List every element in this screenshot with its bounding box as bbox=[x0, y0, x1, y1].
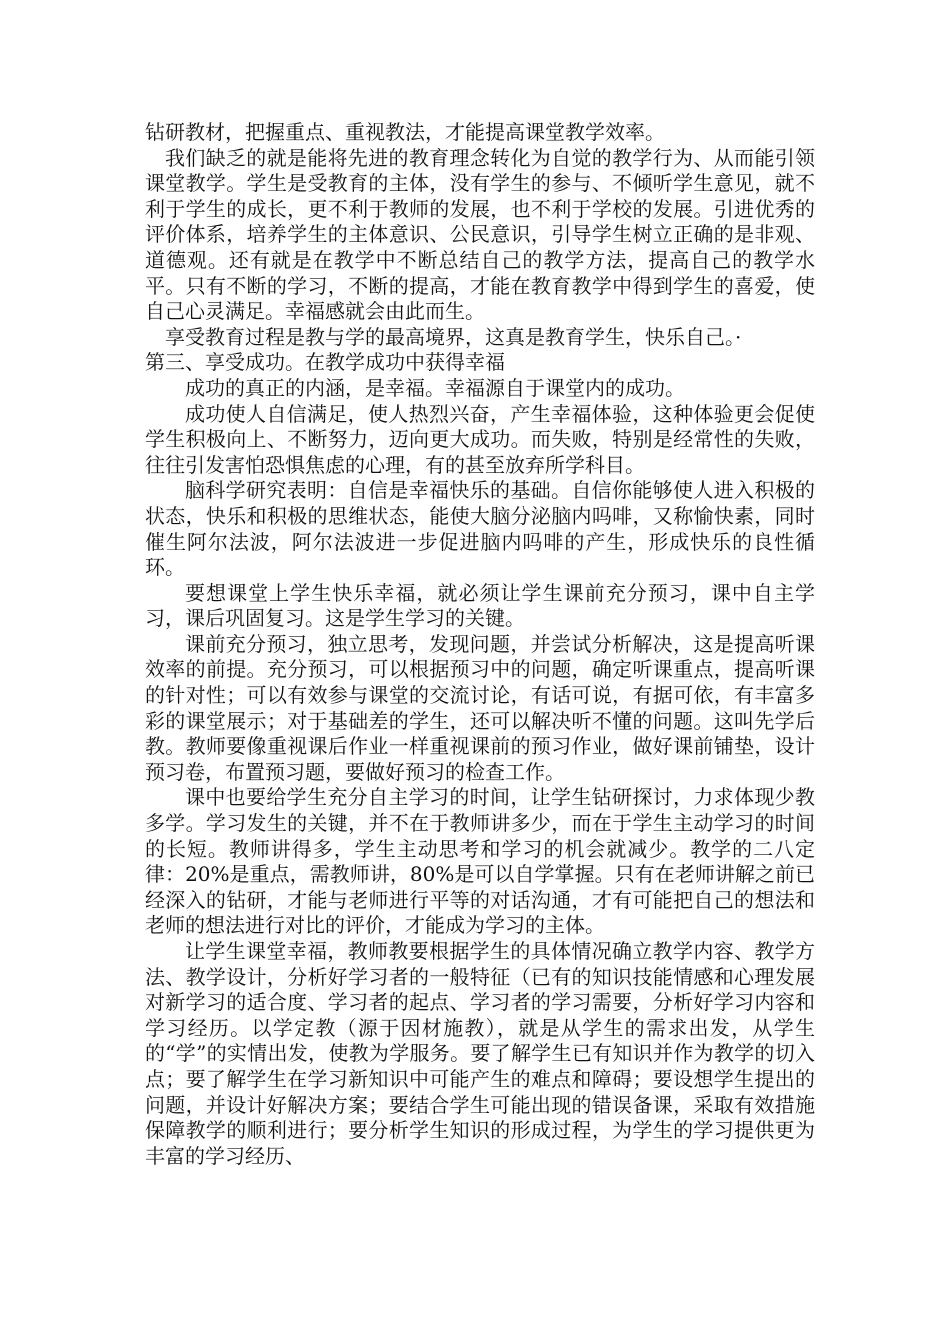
paragraph-11: 让学生课堂幸福，教师教要根据学生的具体情况确立教学内容、教学方法、教学设计，分析好学习者的一般特征（已有的知识技能情感和心理发展对新学习的适合度、学习者的起点、学习者的学习需要，分析好学习内容和学习经历。以学定教（源于因材施教），就是从学生的需求出发，从学生的“学”的实情出发，使教为学服务。要了解学生已有知识并作为教学的切入点；要了解学生在学习新知识中可能产生的难点和障碍；要设想学生提出的问题，并设计好解决方案；要结合学生可能出现的错误备课，采取有效措施保障教学的顺利进行；要分析学生知识的形成过程，为学生的学习提供更为丰富的学习经历、 bbox=[145, 939, 815, 1168]
paragraph-3: 享受教育过程是教与学的最高境界，这真是教育学生，快乐自己。· bbox=[165, 324, 742, 349]
paragraph-5: 成功的真正的内涵，是幸福。幸福源自于课堂内的成功。 bbox=[185, 375, 685, 400]
paragraph-10: 课中也要给学生充分自主学习的时间，让学生钻研探讨，力求体现少教多学。学习发生的关键，并不在于教师讲多少，而在于学生主动学习的时间的长短。教师讲得多，学生主动思考和学习的机会就减少。教学的二八定律：20%是重点，需教师讲，80%是可以自学掌握。只有在老师讲解之前已经深入的钻研，才能与老师进行平等的对话沟通，才有可能把自己的想法和老师的想法进行对比的评价，才能成为学习的主体。 bbox=[145, 785, 815, 938]
section-heading: 第三、享受成功。在教学成功中获得幸福 bbox=[145, 350, 505, 375]
document-page bbox=[145, 120, 815, 1169]
paragraph-7: 脑科学研究表明：自信是幸福快乐的基础。自信你能够使人进入积极的状态，快乐和积极的思维状态，能使大脑分泌脑内吗啡，又称愉快素，同时催生阿尔法波，阿尔法波进一步促进脑内吗啡的产生，形成快乐的良性循环。 bbox=[145, 478, 815, 580]
paragraph-1: 钻研教材，把握重点、重视教法，才能提高课堂教学效率。 bbox=[145, 120, 665, 144]
paragraph-6: 成功使人自信满足，使人热烈兴奋，产生幸福体验，这种体验更会促使学生积极向上、不断努力，迈向更大成功。而失败，特别是经常性的失败，往往引发害怕恐惧焦虑的心理，有的甚至放弃所学科目。 bbox=[145, 401, 815, 477]
paragraph-8: 要想课堂上学生快乐幸福，就必须让学生课前充分预习，课中自主学习，课后巩固复习。这是学生学习的关键。 bbox=[145, 580, 815, 631]
paragraph-9: 课前充分预习，独立思考，发现问题，并尝试分析解决，这是提高听课效率的前提。充分预习，可以根据预习中的问题，确定听课重点，提高听课的针对性；可以有效参与课堂的交流讨论，有话可说，有据可依，有丰富多彩的课堂展示；对于基础差的学生，还可以解决听不懂的问题。这叫先学后教。教师要像重视课后作业一样重视课前的预习作业，做好课前铺垫，设计预习卷，布置预习题，要做好预习的检查工作。 bbox=[145, 631, 815, 784]
paragraph-2: 我们缺乏的就是能将先进的教育理念转化为自觉的教学行为、从而能引领课堂教学。学生是受教育的主体，没有学生的参与、不倾听学生意见，就不利于学生的成长，更不利于教师的发展，也不利于学校的发展。引进优秀的评价体系，培养学生的主体意识、公民意识，引导学生树立正确的是非观、道德观。还有就是在教学中不断总结自己的教学方法，提高自己的教学水平。只有不断的学习，不断的提高，才能在教育教学中得到学生的喜爱，使自己心灵满足。幸福感就会由此而生。 bbox=[145, 145, 815, 324]
